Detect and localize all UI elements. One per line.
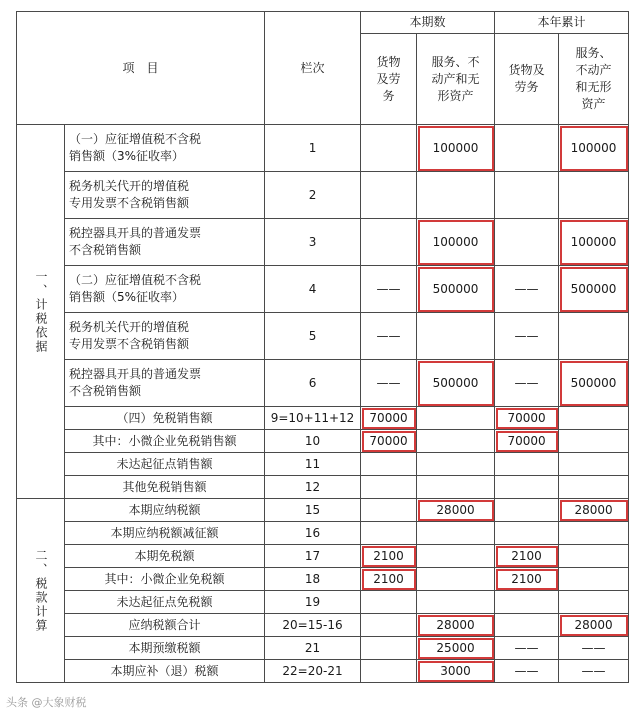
item-header-label: 项 目 <box>122 60 159 75</box>
goods-header-label: 货物 及劳 务 <box>376 54 401 103</box>
row-item-cell <box>65 313 265 360</box>
value-ytd-svc: 28000 <box>559 499 629 522</box>
value-cur-goods: —— <box>361 360 417 407</box>
ytd-goods-header-label: 货物及 劳务 <box>508 63 545 94</box>
table-row <box>17 125 629 172</box>
value-ytd-goods: 2100 <box>495 545 559 568</box>
value-cur-goods <box>361 591 417 614</box>
value-ytd-svc <box>559 453 629 476</box>
row-item-label: 税控器具开具的普通发票 不含税销售额 <box>69 226 202 257</box>
value-ytd-svc <box>559 522 629 545</box>
table-row <box>17 476 629 499</box>
value-cur-goods: 2100 <box>361 545 417 568</box>
row-line-number: 9=10+11+12 <box>265 407 361 430</box>
row-item-label: 本期应补（退）税额 <box>110 663 219 678</box>
row-item-label: 其中：小微企业免税额 <box>104 571 225 586</box>
value-ytd-svc <box>559 172 629 219</box>
table-row <box>17 430 629 453</box>
value-ytd-svc: 500000 <box>559 266 629 313</box>
value-cur-goods <box>361 172 417 219</box>
row-line-number: 1 <box>265 125 361 172</box>
table-row <box>17 219 629 266</box>
table-row <box>17 568 629 591</box>
row-item-label: 本期应纳税额 <box>128 502 201 517</box>
table-row <box>17 591 629 614</box>
table-row <box>17 614 629 637</box>
row-item-cell <box>65 476 265 499</box>
value-ytd-goods <box>495 125 559 172</box>
row-item-cell <box>65 660 265 683</box>
value-cur-goods <box>361 219 417 266</box>
value-ytd-goods: —— <box>495 660 559 683</box>
value-ytd-goods: 70000 <box>495 430 559 453</box>
row-line-number: 19 <box>265 591 361 614</box>
value-cur-svc <box>417 568 495 591</box>
value-cur-goods <box>361 499 417 522</box>
tax-return-table <box>16 11 629 683</box>
value-cur-goods: —— <box>361 266 417 313</box>
value-cur-svc: 500000 <box>417 266 495 313</box>
value-cur-goods: 2100 <box>361 568 417 591</box>
table-row <box>17 360 629 407</box>
value-cur-svc: 500000 <box>417 360 495 407</box>
ytd-goods-header <box>495 34 559 125</box>
table-row <box>17 522 629 545</box>
row-line-number: 2 <box>265 172 361 219</box>
value-ytd-goods: —— <box>495 360 559 407</box>
value-cur-svc <box>417 522 495 545</box>
item-header <box>17 12 265 125</box>
value-ytd-svc: 100000 <box>559 125 629 172</box>
row-item-cell <box>65 522 265 545</box>
value-cur-svc <box>417 407 495 430</box>
row-item-label: 未达起征点销售额 <box>116 456 213 471</box>
row-item-label: 税控器具开具的普通发票 不含税销售额 <box>69 367 202 398</box>
row-item-label: 本期应纳税额减征额 <box>110 525 219 540</box>
table-row <box>17 453 629 476</box>
row-item-cell <box>65 545 265 568</box>
value-cur-svc <box>417 172 495 219</box>
row-item-cell <box>65 614 265 637</box>
table-row <box>17 407 629 430</box>
value-cur-goods: —— <box>361 313 417 360</box>
value-cur-svc: 28000 <box>417 499 495 522</box>
value-cur-goods <box>361 660 417 683</box>
row-item-label: （四）免税销售额 <box>116 410 213 425</box>
services-header <box>417 34 495 125</box>
value-ytd-svc <box>559 407 629 430</box>
ytd-services-header-label: 服务、 不动产 和无形 资产 <box>575 46 612 111</box>
line-header <box>265 12 361 125</box>
row-item-label: 应纳税额合计 <box>128 617 201 632</box>
value-cur-goods <box>361 637 417 660</box>
value-ytd-svc: —— <box>559 637 629 660</box>
row-line-number: 5 <box>265 313 361 360</box>
row-line-number: 21 <box>265 637 361 660</box>
section-calc: 二、税款计算 <box>17 499 65 683</box>
row-item-label: （二）应征增值税不含税 销售额（5%征收率） <box>69 273 202 304</box>
row-item-label: 本期预缴税额 <box>128 640 201 655</box>
value-ytd-goods <box>495 453 559 476</box>
table-row <box>17 545 629 568</box>
value-ytd-svc: 100000 <box>559 219 629 266</box>
row-item-label: 税务机关代开的增值税 专用发票不含税销售额 <box>69 179 190 210</box>
row-item-cell <box>65 591 265 614</box>
value-ytd-goods <box>495 476 559 499</box>
value-cur-goods <box>361 453 417 476</box>
value-cur-svc <box>417 313 495 360</box>
row-line-number: 20=15-16 <box>265 614 361 637</box>
value-cur-goods <box>361 614 417 637</box>
row-item-label: 其他免税销售额 <box>122 479 207 494</box>
value-cur-svc <box>417 430 495 453</box>
row-item-cell <box>65 172 265 219</box>
value-cur-svc <box>417 476 495 499</box>
row-item-label: 本期免税额 <box>134 548 195 563</box>
value-ytd-goods: 2100 <box>495 568 559 591</box>
row-line-number: 12 <box>265 476 361 499</box>
value-cur-goods <box>361 125 417 172</box>
row-item-cell <box>65 266 265 313</box>
value-ytd-svc: —— <box>559 660 629 683</box>
row-line-number: 18 <box>265 568 361 591</box>
value-ytd-goods <box>495 614 559 637</box>
value-ytd-svc: 28000 <box>559 614 629 637</box>
value-ytd-goods <box>495 499 559 522</box>
row-line-number: 17 <box>265 545 361 568</box>
value-cur-svc <box>417 453 495 476</box>
value-ytd-svc <box>559 545 629 568</box>
row-item-label: 未达起征点免税额 <box>116 594 213 609</box>
value-cur-svc <box>417 591 495 614</box>
row-line-number: 4 <box>265 266 361 313</box>
current-period-header: 本期数 <box>361 12 495 34</box>
table-row <box>17 499 629 522</box>
row-line-number: 11 <box>265 453 361 476</box>
value-cur-goods <box>361 522 417 545</box>
table-row <box>17 313 629 360</box>
value-cur-svc: 100000 <box>417 219 495 266</box>
row-item-label: 其中：小微企业免税销售额 <box>92 433 237 448</box>
value-cur-svc: 25000 <box>417 637 495 660</box>
value-cur-svc: 28000 <box>417 614 495 637</box>
row-item-cell <box>65 430 265 453</box>
value-cur-svc: 100000 <box>417 125 495 172</box>
value-cur-svc: 3000 <box>417 660 495 683</box>
row-item-cell <box>65 568 265 591</box>
value-ytd-goods: —— <box>495 637 559 660</box>
row-item-label: 税务机关代开的增值税 专用发票不含税销售额 <box>69 320 190 351</box>
row-line-number: 3 <box>265 219 361 266</box>
table-row <box>17 637 629 660</box>
table-row <box>17 172 629 219</box>
row-item-cell <box>65 637 265 660</box>
value-ytd-svc <box>559 568 629 591</box>
value-cur-goods: 70000 <box>361 407 417 430</box>
value-ytd-goods: 70000 <box>495 407 559 430</box>
row-line-number: 6 <box>265 360 361 407</box>
value-ytd-goods <box>495 591 559 614</box>
row-item-cell <box>65 407 265 430</box>
value-cur-svc <box>417 545 495 568</box>
goods-header <box>361 34 417 125</box>
value-ytd-goods: —— <box>495 313 559 360</box>
ytd-services-header <box>559 34 629 125</box>
ytd-header: 本年累计 <box>495 12 629 34</box>
table-body <box>17 125 629 683</box>
services-header-label: 服务、不 动产和无 形资产 <box>431 54 480 103</box>
row-line-number: 22=20-21 <box>265 660 361 683</box>
value-ytd-svc: 500000 <box>559 360 629 407</box>
row-item-cell <box>65 360 265 407</box>
value-ytd-svc <box>559 476 629 499</box>
watermark: 头条 @大象财税 <box>6 696 87 709</box>
row-line-number: 15 <box>265 499 361 522</box>
row-item-cell <box>65 219 265 266</box>
section-basis: 一、计税依据 <box>17 125 65 499</box>
row-item-cell <box>65 453 265 476</box>
value-ytd-svc <box>559 591 629 614</box>
line-header-label: 栏次 <box>300 60 325 75</box>
table-row <box>17 660 629 683</box>
row-line-number: 10 <box>265 430 361 453</box>
row-line-number: 16 <box>265 522 361 545</box>
value-cur-goods: 70000 <box>361 430 417 453</box>
row-item-cell <box>65 125 265 172</box>
value-ytd-svc <box>559 430 629 453</box>
value-ytd-goods <box>495 172 559 219</box>
value-ytd-svc <box>559 313 629 360</box>
value-ytd-goods: —— <box>495 266 559 313</box>
value-cur-goods <box>361 476 417 499</box>
value-ytd-goods <box>495 522 559 545</box>
row-item-label: （一）应征增值税不含税 销售额（3%征收率） <box>69 132 202 163</box>
value-ytd-goods <box>495 219 559 266</box>
row-item-cell <box>65 499 265 522</box>
table-row <box>17 266 629 313</box>
